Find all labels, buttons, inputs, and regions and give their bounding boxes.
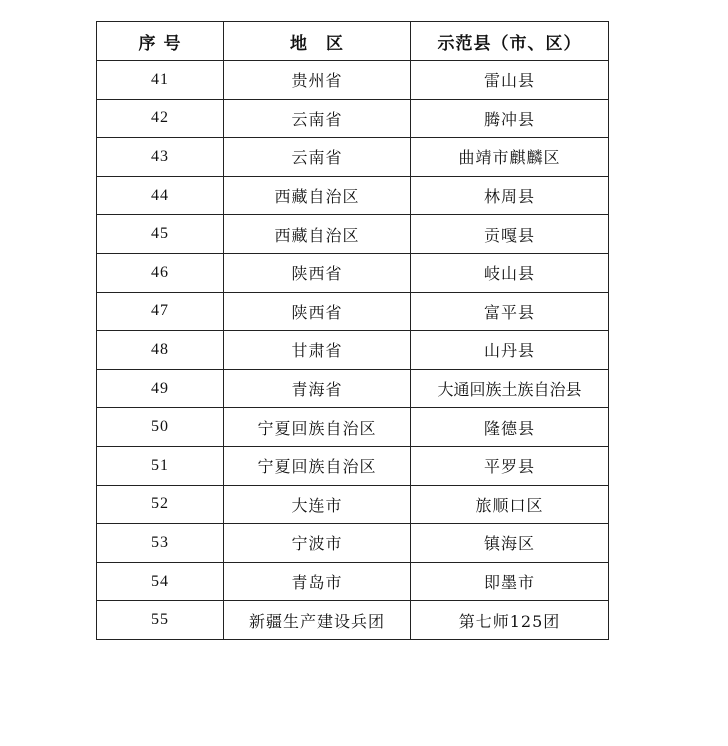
- cell-region: 贵州省: [224, 61, 411, 100]
- table-row: [97, 99, 609, 138]
- table-row: [97, 446, 609, 485]
- cell-serial-number: 51: [97, 446, 224, 485]
- cell-county: 林周县: [411, 176, 609, 215]
- demonstration-county-table: [96, 21, 609, 640]
- cell-serial-number: 43: [97, 138, 224, 177]
- table-row: [97, 562, 609, 601]
- cell-serial-number: 45: [97, 215, 224, 254]
- cell-county: 旅顺口区: [411, 485, 609, 524]
- cell-region: 西藏自治区: [224, 176, 411, 215]
- header-row: [97, 22, 609, 61]
- cell-county: 大通回族土族自治县: [411, 369, 609, 408]
- table-row: [97, 61, 609, 100]
- cell-county: 第七师125团: [411, 601, 609, 640]
- cell-region: 云南省: [224, 99, 411, 138]
- table-row: [97, 524, 609, 563]
- cell-serial-number: 54: [97, 562, 224, 601]
- table-row: [97, 485, 609, 524]
- cell-region: 陕西省: [224, 253, 411, 292]
- table-row: [97, 331, 609, 370]
- cell-county: 山丹县: [411, 331, 609, 370]
- table-row: [97, 408, 609, 447]
- table-row: [97, 292, 609, 331]
- cell-region: 云南省: [224, 138, 411, 177]
- cell-region: 青海省: [224, 369, 411, 408]
- table-row: [97, 369, 609, 408]
- cell-serial-number: 42: [97, 99, 224, 138]
- table-body: [97, 61, 609, 640]
- table-row: [97, 601, 609, 640]
- cell-serial-number: 41: [97, 61, 224, 100]
- cell-county: 即墨市: [411, 562, 609, 601]
- cell-county: 贡嘎县: [411, 215, 609, 254]
- table-row: [97, 176, 609, 215]
- header-serial-number: 序 号: [97, 22, 224, 61]
- cell-county: 曲靖市麒麟区: [411, 138, 609, 177]
- cell-serial-number: 44: [97, 176, 224, 215]
- cell-serial-number: 48: [97, 331, 224, 370]
- table-row: [97, 253, 609, 292]
- table-header: [97, 22, 609, 61]
- cell-county: 平罗县: [411, 446, 609, 485]
- cell-region: 宁夏回族自治区: [224, 446, 411, 485]
- cell-serial-number: 53: [97, 524, 224, 563]
- header-region: 地 区: [224, 22, 411, 61]
- cell-serial-number: 50: [97, 408, 224, 447]
- cell-county: 镇海区: [411, 524, 609, 563]
- cell-region: 甘肃省: [224, 331, 411, 370]
- cell-region: 宁夏回族自治区: [224, 408, 411, 447]
- table-row: [97, 138, 609, 177]
- cell-serial-number: 46: [97, 253, 224, 292]
- cell-serial-number: 52: [97, 485, 224, 524]
- cell-county: 隆德县: [411, 408, 609, 447]
- cell-county: 腾冲县: [411, 99, 609, 138]
- cell-serial-number: 47: [97, 292, 224, 331]
- header-demonstration-county: 示范县（市、区）: [411, 22, 609, 61]
- cell-serial-number: 49: [97, 369, 224, 408]
- cell-county: 岐山县: [411, 253, 609, 292]
- cell-serial-number: 55: [97, 601, 224, 640]
- cell-county: 富平县: [411, 292, 609, 331]
- cell-region: 宁波市: [224, 524, 411, 563]
- cell-region: 陕西省: [224, 292, 411, 331]
- cell-region: 西藏自治区: [224, 215, 411, 254]
- table-row: [97, 215, 609, 254]
- cell-county: 雷山县: [411, 61, 609, 100]
- cell-region: 新疆生产建设兵团: [224, 601, 411, 640]
- cell-region: 大连市: [224, 485, 411, 524]
- cell-region: 青岛市: [224, 562, 411, 601]
